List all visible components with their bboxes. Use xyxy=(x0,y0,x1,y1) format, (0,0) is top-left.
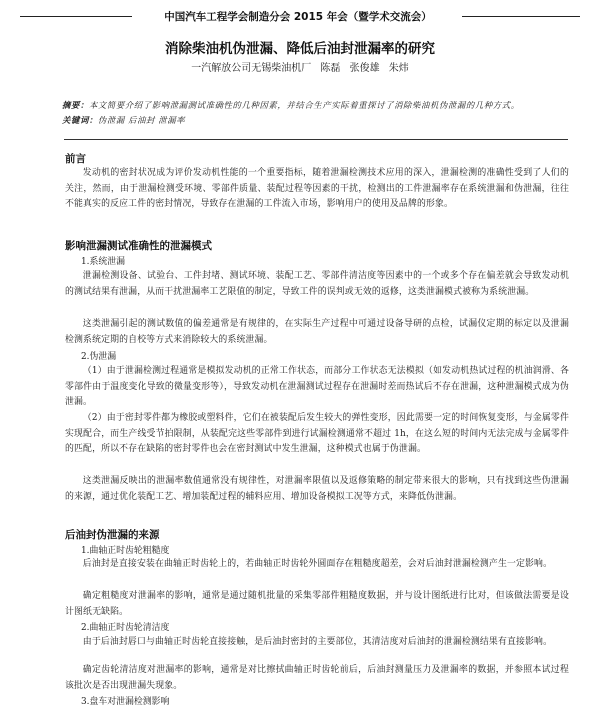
header-rule-right xyxy=(462,16,580,17)
keywords-text: 伪泄漏 后油封 泄漏率 xyxy=(97,115,186,125)
cleanliness-paragraph-1: 由于后油封唇口与曲轴正时齿轮直接接触，是后油封密封的主要部位，其清洁度对后油封的泄漏检测结果有直接影响。 xyxy=(82,637,553,647)
abstract-label: 摘要： xyxy=(62,100,89,110)
running-header xyxy=(0,9,600,25)
running-header-text: 中国汽车工程学会制造分会 2015 年会（暨学术交流会） xyxy=(164,11,432,23)
pseudo-leak-paragraph-2: （2）由于密封零件都为橡胶或塑料件，它们在被装配后发生较大的弹性变形，因此需要一定的时间恢复变形，与金属零件实现配合，而生产线受节拍限制，从装配完这些零部件到进行试漏检测通常不超过 1h，在这么短的时间内无法完成与金属零件的匹配，所以不存在缺陷的密封零件也会在密封测试中发生泄漏，这种模式也属于伪泄漏。 xyxy=(65,413,569,455)
section-heading-rear-seal: 后油封伪泄漏的来源 xyxy=(65,529,160,541)
roughness-paragraph-2: 确定粗糙度对泄漏率的影响，通常是通过随机批量的采集零部件粗糙度数据，并与设计图纸进行比对，但该做法需要是设计图纸无缺陷。 xyxy=(65,591,569,617)
subheading-pseudo-leak: 2.伪泄漏 xyxy=(81,352,117,362)
cleanliness-paragraph-2: 确定齿轮清洁度对泄漏率的影响，通常是对比擦拭曲轴正时齿轮前后，后油封测量压力及泄漏率的数据，并参照本试过程该批次是否出现泄漏失现象。 xyxy=(65,665,569,691)
subheading-system-leak: 1.系统泄漏 xyxy=(81,257,125,267)
paper-title: 消除柴油机伪泄漏、降低后油封泄漏率的研究 xyxy=(165,41,435,57)
roughness-paragraph-1: 后油封是直接安装在曲轴正时齿轮上的，若曲轴正时齿轮外圆面存在粗糙度超差，会对后油封泄漏检测产生一定影响。 xyxy=(82,559,553,569)
abstract-divider xyxy=(64,139,568,140)
preface-paragraph: 发动机的密封状况成为评价发动机性能的一个重要指标，随着泄漏检测技术应用的深入，泄漏检测的准确性受到了人们的关注，然而，由于泄漏检测受环境、零部件质量、装配过程等因素的干扰，检测出的工件泄漏率存在系统泄漏和伪泄漏，往往不能真实的反应工件的密封情况，导致存在泄漏的工件流入市场，影响用户的使用及品牌的形象。 xyxy=(65,168,569,210)
keywords-label: 关键词： xyxy=(62,115,98,125)
pseudo-leak-paragraph-3: 这类泄漏反映出的泄漏率数值通常没有规律性，对泄漏率限值以及返修策略的制定带来很大的影响，只有找到这些伪泄漏的来源，通过优化装配工艺、增加装配过程的辅料应用、增加设备模拟工况等方式，来降低伪泄漏。 xyxy=(65,476,569,502)
subheading-roughness: 1.曲轴正时齿轮粗糙度 xyxy=(81,546,170,556)
section-heading-factors: 影响泄漏测试准确性的泄漏模式 xyxy=(65,240,212,252)
system-leak-paragraph-1: 泄漏检测设备、试验台、工件封堵、测试环境、装配工艺、零部件清洁度等因素中的一个或多个存在偏差就会导致发动机的测试结果有泄漏，从而干扰泄漏率工艺限值的制定，导致工件的误判或无效的返修，这类泄漏模式被称为系统泄漏。 xyxy=(65,271,569,297)
system-leak-paragraph-2: 这类泄漏引起的测试数值的偏差通常是有规律的，在实际生产过程中可通过设备导研的点检，试漏仪定期的标定以及泄漏检测系统定期的自校等方式来消除较大的系统泄漏。 xyxy=(65,319,569,345)
section-heading-preface: 前言 xyxy=(65,153,86,165)
pseudo-leak-paragraph-1: （1）由于泄漏检测过程通常是模拟发动机的正常工作状态，而部分工作状态无法模拟（如发动机热试过程的机油润滑、各零部件由于温度变化导致的微量变形等），导致发动机在泄漏测试过程存在泄漏时差而热试后不存在泄漏，这种泄漏模式成为伪泄漏。 xyxy=(65,366,569,408)
subheading-cleanliness: 2.曲轴正时齿轮清洁度 xyxy=(81,623,170,633)
subheading-cranking: 3.盘车对泄漏检测影响 xyxy=(81,697,170,707)
author-line: 一汽解放公司无锡柴油机厂 陈磊 张俊雄 朱炜 xyxy=(191,63,409,74)
abstract-text: 本文简要介绍了影响泄漏测试准确性的几种因素，并结合生产实际着重探讨了消除柴油机伪泄漏的几种方式。 xyxy=(88,100,520,110)
header-rule-left xyxy=(20,16,132,17)
abstract xyxy=(62,98,566,128)
